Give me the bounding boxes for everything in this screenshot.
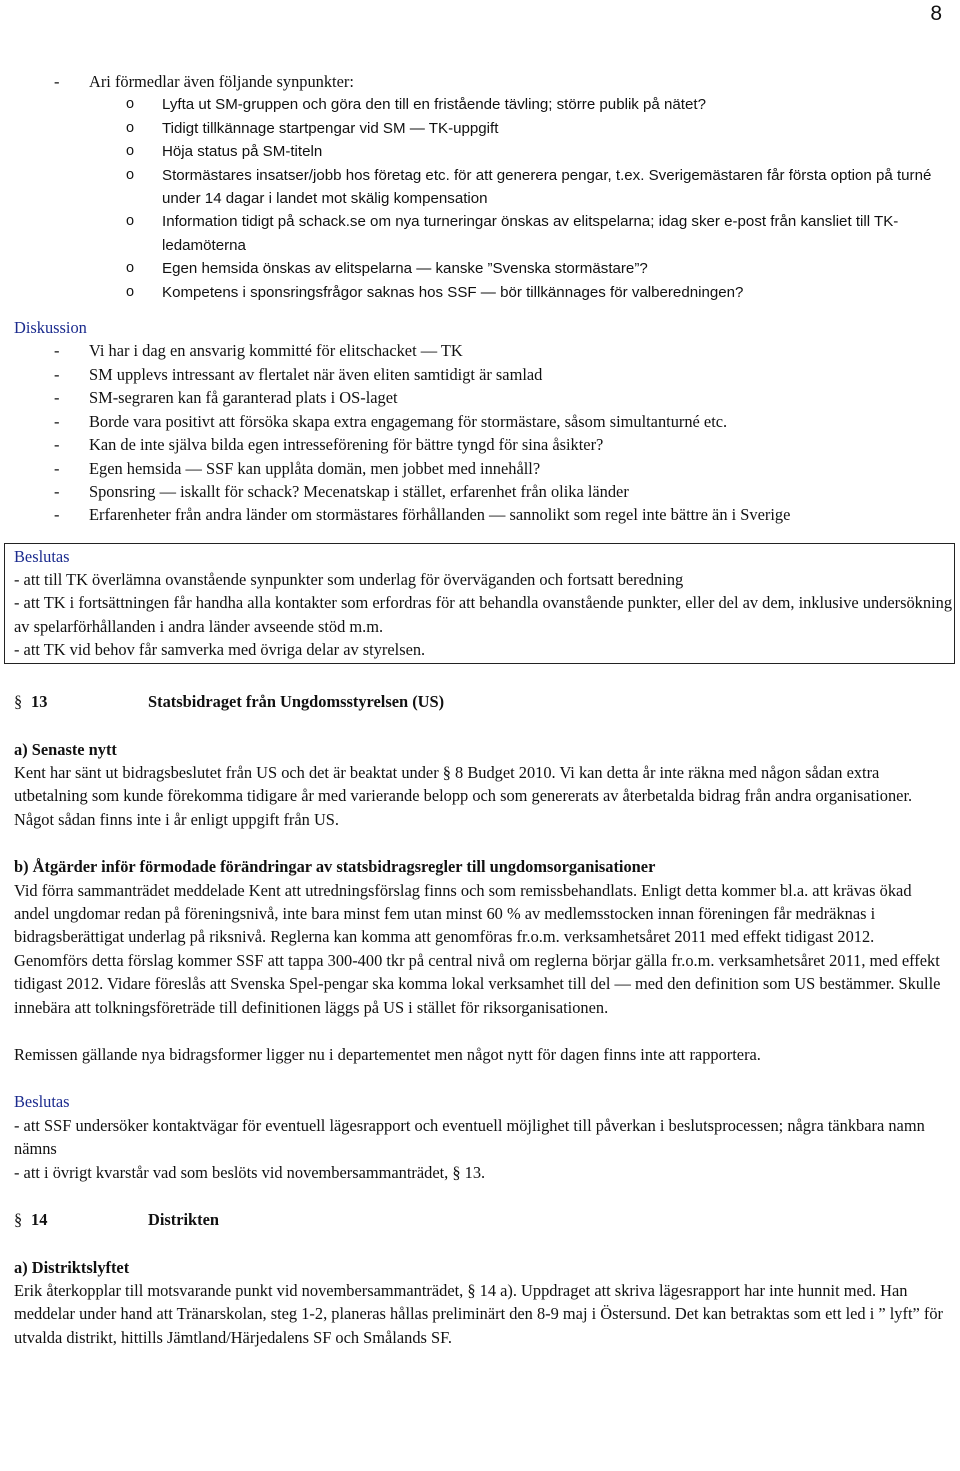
beslut-heading: Beslutas: [14, 546, 70, 566]
section-symbol: §: [14, 1210, 23, 1230]
list-marker: o: [126, 143, 135, 160]
list-item: [14, 140, 944, 163]
list-marker: o: [126, 166, 135, 183]
section-symbol: §: [14, 692, 23, 712]
section-number: 13: [31, 692, 48, 712]
list-marker: o: [126, 283, 135, 300]
subsection-heading: a) Senaste nytt: [14, 739, 117, 759]
list-item: [14, 410, 944, 433]
list-item-text: Stormästares insatser/jobb hos företag etc. för att generera pengar, t.ex. Sverigemästaren får första option på turné under 14 dagar i landet mot skälig kompensation: [162, 166, 932, 208]
list-marker: o: [126, 119, 135, 136]
list-marker: -: [54, 72, 60, 91]
document-body: [14, 70, 953, 1349]
intro-text: Ari förmedlar även följande synpunkter:: [89, 72, 354, 91]
list-item-text: Sponsring — iskallt för schack? Mecenatskap i stället, erfarenhet från olika länder: [89, 481, 629, 501]
list-item-text: Egen hemsida önskas av elitspelarna — kanske ”Svenska stormästare”?: [162, 260, 648, 278]
list-item: [14, 93, 944, 116]
list-item-text: Kompetens i sponsringsfrågor saknas hos SSF — bör tillkännages för valberedningen?: [162, 283, 744, 301]
list-marker: -: [54, 458, 60, 478]
beslut-box: [4, 543, 955, 664]
list-item: [14, 363, 944, 386]
list-item: [14, 503, 944, 526]
list-marker: o: [126, 260, 135, 277]
list-item-text: Egen hemsida — SSF kan upplåta domän, men jobbet med innehåll?: [89, 458, 541, 478]
list-item-text: Lyfta ut SM-gruppen och göra den till en fristående tävling; större publik på nätet?: [162, 96, 706, 114]
list-item: [14, 433, 944, 456]
list-item: [14, 210, 944, 257]
list-marker: -: [54, 435, 60, 455]
list-item: [14, 339, 944, 362]
list-marker: -: [54, 341, 60, 361]
list-marker: -: [54, 481, 60, 501]
list-item: [14, 117, 944, 140]
paragraph: Remissen gällande nya bidragsformer ligger nu i departementet men något nytt för dagen finns inte att rapportera.: [14, 1045, 761, 1065]
beslut-line: - att till TK överlämna ovanstående synpunkter som underlag för överväganden och fortsatt beredning: [14, 570, 684, 590]
list-item-text: Erfarenheter från andra länder om stormästares förhållanden — sannolikt som regel inte bättre än i Sverige: [89, 505, 791, 525]
list-item-text: Information tidigt på schack.se om nya turneringar önskas av elitspelarna; idag sker e-post från kansliet till TK-ledamöterna: [162, 213, 899, 254]
section-number: 14: [31, 1210, 48, 1230]
section-title: Distrikten: [148, 1210, 220, 1230]
diskussion-heading: Diskussion: [14, 318, 87, 338]
intro-item: [14, 70, 944, 93]
list-marker: -: [54, 411, 60, 431]
section-14-heading: [14, 1208, 944, 1231]
list-item: [14, 281, 944, 304]
list-marker: o: [126, 96, 135, 113]
section-13-heading: [14, 690, 944, 713]
list-item-text: Borde vara positivt att försöka skapa extra engagemang för stormästare, såsom simultanturné etc.: [89, 411, 728, 431]
list-item-text: SM upplevs intressant av flertalet när även eliten samtidigt är samlad: [89, 364, 543, 384]
synpunkter-list: [14, 93, 944, 304]
section-title: Statsbidraget från Ungdomsstyrelsen (US): [148, 692, 445, 712]
list-item: [14, 257, 944, 280]
page-number: 8: [930, 2, 942, 25]
paragraph: Vid förra sammanträdet meddelade Kent att utredningsförslag finns och som remissbehandlats. Enligt detta kommer bl.a. att krävas ökad andel ungdomar redan på föreningsnivå, inte bara minst fem utan minst 60 % av medlemsstocken innan föreningen får medräknas i bidragsberättigat underlag på riksnivå. Reglerna kan komma att genomföras fr.o.m. verksamhetsåret 2011 med effekt tidigast 2012. Genomförs detta förslag kommer SSF att tappa 300-400 tkr på central nivå om reglerna börjar gälla fr.o.m. verksamhetsåret 2011, med effekt tidigast 2012. Vidare föreslås att Svenska Spel-pengar ska komma lokal verksamhet till del — med den definition som US bestämmer. Skulle innebära att tolkningsföreträde till definitionen läggs på US i stället för riksorganisationen.: [14, 880, 941, 1017]
list-item: [14, 164, 944, 211]
list-item-text: Kan de inte själva bilda egen intresseförening för bättre tyngd för sina åsikter?: [89, 435, 604, 455]
list-item: [14, 480, 944, 503]
diskussion-list: [14, 339, 944, 526]
list-marker: -: [54, 505, 60, 525]
list-marker: -: [54, 364, 60, 384]
beslut-line: - att i övrigt kvarstår vad som beslöts vid novembersammanträdet, § 13.: [14, 1162, 486, 1182]
list-item-text: Tidigt tillkännage startpengar vid SM — TK-uppgift: [162, 119, 499, 137]
subsection-heading: a) Distriktslyftet: [14, 1257, 130, 1277]
beslut-line: - att TK vid behov får samverka med övriga delar av styrelsen.: [14, 639, 426, 659]
list-marker: o: [126, 213, 135, 230]
subsection-heading: b) Åtgärder inför förmodade förändringar av statsbidragsregler till ungdomsorganisationer: [14, 857, 656, 877]
beslut-heading: Beslutas: [14, 1092, 70, 1112]
beslut-line: - att TK i fortsättningen får handha alla kontakter som erfordras för att behandla ovanstående punkter, eller del av dem, inklusive undersökning av spelarförhållanden i andra länder avseende stöd m.m.: [14, 593, 953, 636]
beslut-block: [14, 1090, 944, 1184]
list-marker: -: [54, 388, 60, 408]
list-item: [14, 386, 944, 409]
paragraph: Erik återkopplar till motsvarande punkt vid novembersammanträdet, § 14 a). Uppdraget att skriva lägesrapport har inte hunnit med. Han meddelar under hand att Tränarskolan, steg 1-2, planeras hållas preliminärt den 8-9 maj i Östersund. Det kan betraktas som ett led i ” lyft” för utvalda distrikt, hittills Jämtland/Härjedalens SF och Smålands SF.: [14, 1280, 943, 1347]
list-item: [14, 457, 944, 480]
list-item-text: Höja status på SM-titeln: [162, 143, 323, 161]
list-item-text: SM-segraren kan få garanterad plats i OS-laget: [89, 388, 398, 408]
paragraph: Kent har sänt ut bidragsbeslutet från US och det är beaktat under § 8 Budget 2010. Vi kan detta år inte räkna med någon sådan extra utbetalning som kunde förekomma tidigare år med varierande belopp och som genererats av återbetalda bidrag från andra organisationer. Något sådan finns inte i år enligt uppgift från US.: [14, 763, 913, 829]
list-item-text: Vi har i dag en ansvarig kommitté för elitschacket — TK: [89, 341, 463, 361]
beslut-line: - att SSF undersöker kontaktvägar för eventuell lägesrapport och eventuell möjlighet till påverkan i beslutsprocessen; några tänkbara namn nämns: [14, 1115, 925, 1159]
